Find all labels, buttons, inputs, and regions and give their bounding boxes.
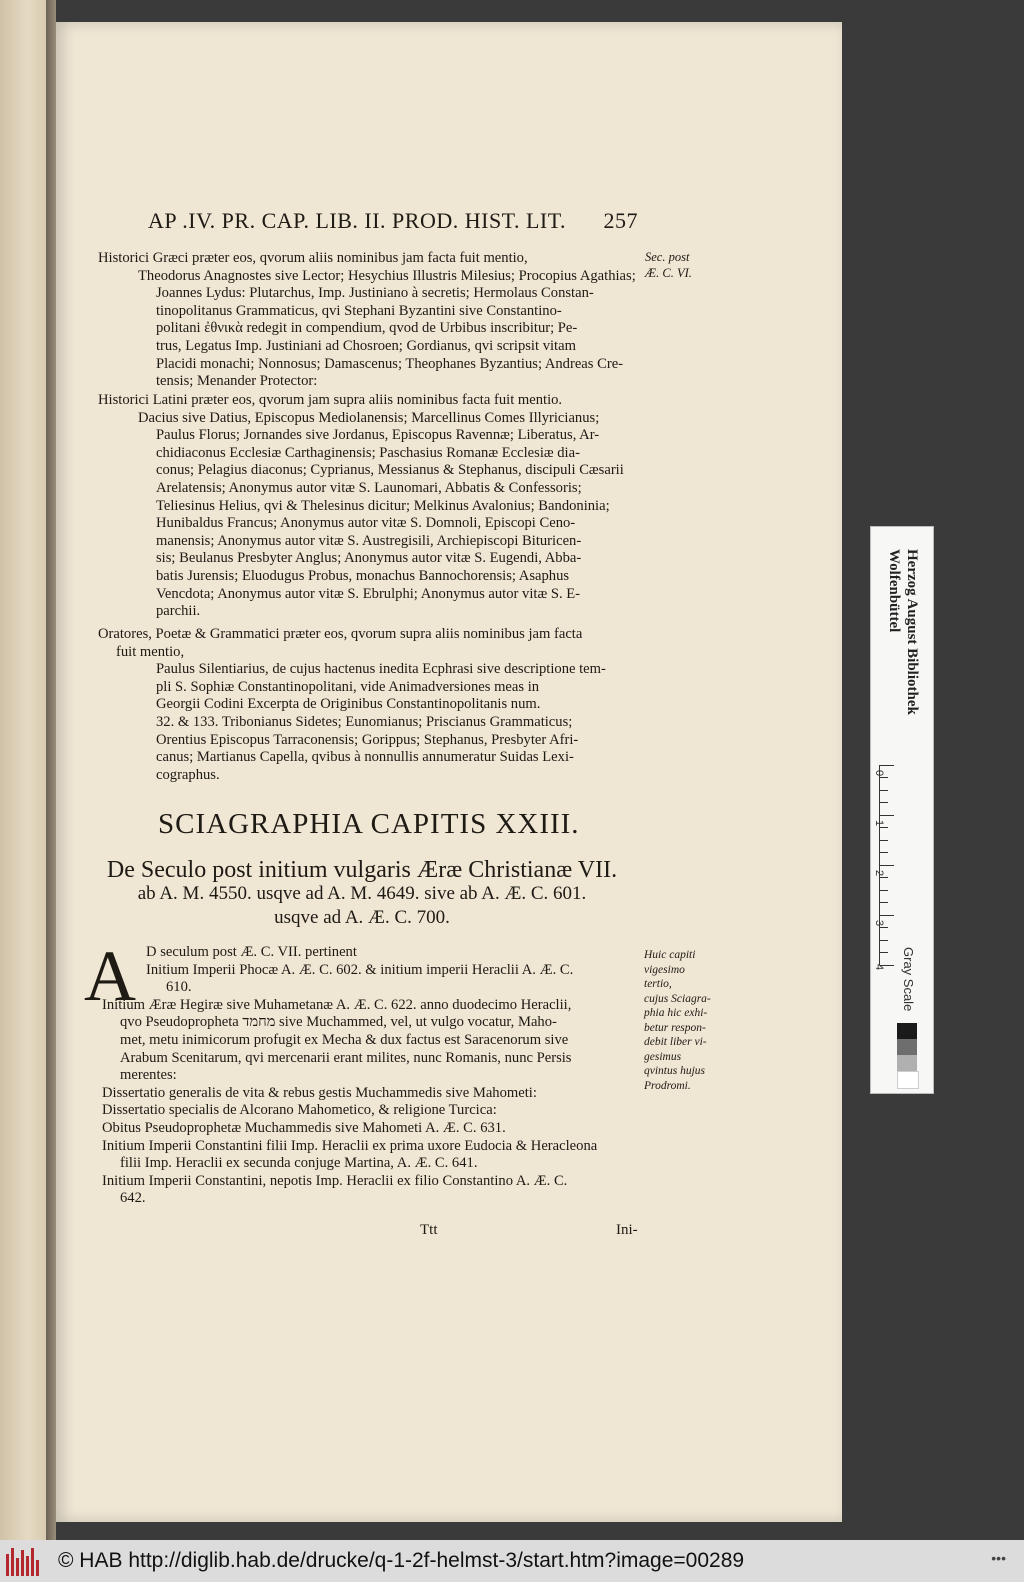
chapter-subheading [82, 858, 642, 930]
margin-note-line: qvintus hujus [644, 1065, 706, 1077]
drop-cap: A [84, 936, 136, 1016]
text-line: 610. [166, 979, 192, 996]
ruler-tick [880, 765, 894, 766]
text-line: merentes: [120, 1067, 177, 1084]
ruler-tick [880, 802, 888, 803]
more-options-icon[interactable]: ••• [991, 1550, 1006, 1566]
text-line: Theodorus Anagnostes sive Lector; Hesychius Illustris Milesius; Procopius Agathias; [138, 267, 636, 284]
catchword: Ini- [616, 1222, 638, 1238]
chapter-heading: SCIAGRAPHIA CAPITIS XXIII. [158, 808, 580, 840]
facing-page-edge [0, 0, 46, 1540]
section-historici-latini [98, 392, 643, 621]
text-line: Initium Æræ Hegiræ sive Muhametanæ A. Æ. C. 622. anno duodecimo Heraclii, [102, 996, 572, 1013]
text-line: manensis; Anonymus autor vitæ S. Austregisili, Archiepiscopi Bituricen- [156, 532, 582, 549]
ruler-tick [880, 815, 894, 816]
text-line: Initium Imperii Constantini filii Imp. Heraclii ex prima uxore Eudocia & Heracleona [102, 1137, 598, 1154]
library-line: Herzog August Bibliothek [904, 549, 920, 715]
text-line: 642. [120, 1190, 146, 1207]
text-line: Georgii Codini Excerpta de Originibus Constantinopolitanis num. [156, 696, 541, 713]
ruler-tick [880, 777, 888, 778]
ruler-number: 2 [873, 869, 886, 877]
margin-note-line: tertio, [644, 978, 672, 990]
ruler-tick [880, 852, 888, 853]
ruler-tick [880, 890, 888, 891]
ruler-tick [880, 790, 888, 791]
text-line: Historici Latini præter eos, qvorum jam supra aliis nominibus facta fuit mentio. [98, 392, 563, 408]
margin-note-line: Huic capiti [644, 949, 696, 961]
library-name [885, 549, 921, 715]
margin-note-line: Prodromi. [644, 1079, 691, 1092]
text-line: tinopolitanus Grammaticus, qvi Stephani Byzantini sive Constantino- [156, 302, 562, 319]
text-line: Hunibaldus Francus; Anonymus autor vitæ S. Domnoli, Episcopi Ceno- [156, 515, 576, 532]
ruler-tick [880, 877, 888, 878]
ruler-tick [880, 952, 888, 953]
text-line: Paulus Silentiarius, de cujus hactenus inedita Ecphrasi sive descriptione tem- [156, 661, 606, 678]
text-line: conus; Pelagius diaconus; Cyprianus, Messianus & Stephanus, discipuli Cæsarii [156, 462, 624, 479]
text-line: canus; Martianus Capella, qvibus à nonnullis annumeratur Suidas Lexi- [156, 749, 574, 766]
copyright-url[interactable]: © HAB http://diglib.hab.de/drucke/q-1-2f-helmst-3/start.htm?image=00289 [58, 1549, 745, 1572]
text-line: D seculum post Æ. C. VII. pertinent [146, 944, 357, 960]
text-line: Teliesinus Helius, qvi & Thelesinus dicitur; Melkinus Avalonius; Bandoninia; [156, 497, 610, 514]
text-line: Oratores, Poetæ & Grammatici præter eos, qvorum supra aliis nominibus jam facta [98, 626, 583, 642]
text-line: chidiaconus Ecclesiæ Carthaginensis; Paschasius Romanæ Ecclesiæ dia- [156, 444, 580, 461]
text-line: filii Imp. Heraclii ex secunda conjuge Martina, A. Æ. C. 641. [120, 1155, 478, 1172]
text-line: sis; Beulanus Presbyter Anglus; Anonymus autor vitæ S. Eugendi, Abba- [156, 550, 582, 567]
text-line: met, metu inimicorum profugit ex Mecha & dux factus est Saracenorum sive [120, 1031, 569, 1048]
page-number: 257 [603, 208, 638, 233]
section-oratores [98, 626, 643, 784]
text-line: Initium Imperii Constantini, nepotis Imp. Heraclii ex filio Constantino A. Æ. C. [102, 1172, 568, 1189]
ruler-tick [880, 865, 894, 866]
margin-note-line: debit liber vi- [644, 1036, 707, 1048]
ruler-tick [880, 827, 888, 828]
text-line: Dissertatio generalis de vita & rebus gestis Muchammedis sive Mahometi: [102, 1084, 537, 1101]
hab-logo-icon [6, 1546, 48, 1576]
ruler-number: 1 [873, 819, 886, 827]
text-line: batis Jurensis; Eluodugus Probus, monachus Bannochorensis; Asaphus [156, 567, 570, 584]
gray-swatch-light [897, 1055, 917, 1071]
gray-swatch-black [897, 1023, 917, 1039]
margin-note-line: phia hic exhi- [644, 1007, 708, 1019]
running-head-title: AP .IV. PR. CAP. LIB. II. PROD. HIST. LIT. [148, 208, 567, 233]
text-line: Initium Imperii Phocæ A. Æ. C. 602. & initium imperii Heraclii A. Æ. C. [146, 961, 574, 978]
ruler-tick [880, 940, 888, 941]
text-line: Arelatensis; Anonymus autor vitæ S. Launomari, Abbatis & Confessoris; [156, 479, 582, 496]
margin-note-2 [644, 948, 711, 1093]
ruler-tick [880, 915, 894, 916]
section-seculum-vii [102, 944, 642, 1208]
color-reference-bar [870, 526, 934, 1094]
ruler-tick [880, 840, 888, 841]
subheading-line: De Seculo post initium vulgaris Æræ Christianæ VII. [106, 857, 618, 883]
text-line: 32. & 133. Tribonianus Sidetes; Eunomianus; Priscianus Grammaticus; [156, 713, 573, 730]
library-line: Wolfenbüttel [886, 549, 902, 633]
section-historici-graeci [98, 250, 643, 391]
gray-swatch-dark [897, 1039, 917, 1055]
ruler-number: 3 [873, 919, 886, 927]
text-line: Obitus Pseudoprophetæ Muchammedis sive Mahometi A. Æ. C. 631. [102, 1119, 506, 1136]
text-line: qvo Pseudopropheta מחמד sive Muchammed, vel, ut vulgo vocatur, Maho- [120, 1014, 557, 1031]
subheading-line: ab A. M. 4550. usqve ad A. M. 4649. sive ab A. Æ. C. 601. [137, 883, 587, 904]
subheading-line: usqve ad A. Æ. C. 700. [274, 907, 450, 928]
ruler-tick [880, 927, 888, 928]
text-line: pli S. Sophiæ Constantinopolitani, vide Animadversiones meas in [156, 678, 540, 695]
text-line: trus, Legatus Imp. Justiniani ad Chosroen; Gordianus, qvi scripsit vitam [156, 337, 576, 354]
gray-swatch-white [897, 1071, 919, 1089]
text-line: fuit mentio, [116, 643, 185, 660]
book-gutter [46, 0, 56, 1540]
text-line: cographus. [156, 766, 220, 783]
running-head [148, 208, 638, 234]
ruler-number: 0 [873, 769, 886, 777]
gray-scale-label: Gray Scale [901, 947, 916, 1012]
text-line: Orentius Episcopus Tarraconensis; Gorippus; Stephanus, Presbyter Afri- [156, 731, 579, 748]
margin-note-line: cujus Sciagra- [644, 992, 711, 1005]
margin-note-line: betur respon- [644, 1021, 706, 1034]
viewer-footer [0, 1540, 1024, 1582]
text-line: Arabum Scenitarum, qvi mercenarii erant milites, nunc Romanis, nunc Persis [120, 1049, 572, 1066]
text-line: Historici Græci præter eos, qvorum aliis nominibus jam facta fuit mentio, [98, 250, 528, 266]
text-line: Dacius sive Datius, Episcopus Mediolanensis; Marcellinus Comes Illyricianus; [138, 409, 600, 426]
margin-note-line: Sec. post [645, 250, 690, 264]
text-line: tensis; Menander Protector: [156, 373, 318, 390]
scale-ruler [873, 765, 900, 971]
margin-note-line: vigesimo [644, 963, 685, 976]
text-line: politani ἐθνικὰ redegit in compendium, qvod de Urbibus inscribitur; Pe- [156, 320, 578, 337]
text-line: Vencdota; Anonymus autor vitæ S. Ebrulphi; Anonymus autor vitæ S. E- [156, 585, 581, 602]
text-line: parchii. [156, 603, 201, 620]
margin-note-line: Æ. C. VI. [645, 265, 692, 280]
signature-mark: Ttt [420, 1222, 438, 1238]
text-line: Dissertatio specialis de Alcorano Mahometico, & religione Turcica: [102, 1102, 497, 1119]
text-line: Paulus Florus; Jornandes sive Jordanus, Episcopus Ravennæ; Liberatus, Ar- [156, 427, 600, 444]
text-line: Joannes Lydus: Plutarchus, Imp. Justiniano à secretis; Hermolaus Constan- [156, 285, 594, 302]
ruler-tick [880, 902, 888, 903]
margin-note-line: gesimus [644, 1050, 682, 1063]
ruler-number: 4 [873, 963, 886, 971]
text-line: Placidi monachi; Nonnosus; Damascenus; Theophanes Byzantius; Andreas Cre- [156, 355, 624, 372]
margin-note-1 [645, 250, 692, 281]
